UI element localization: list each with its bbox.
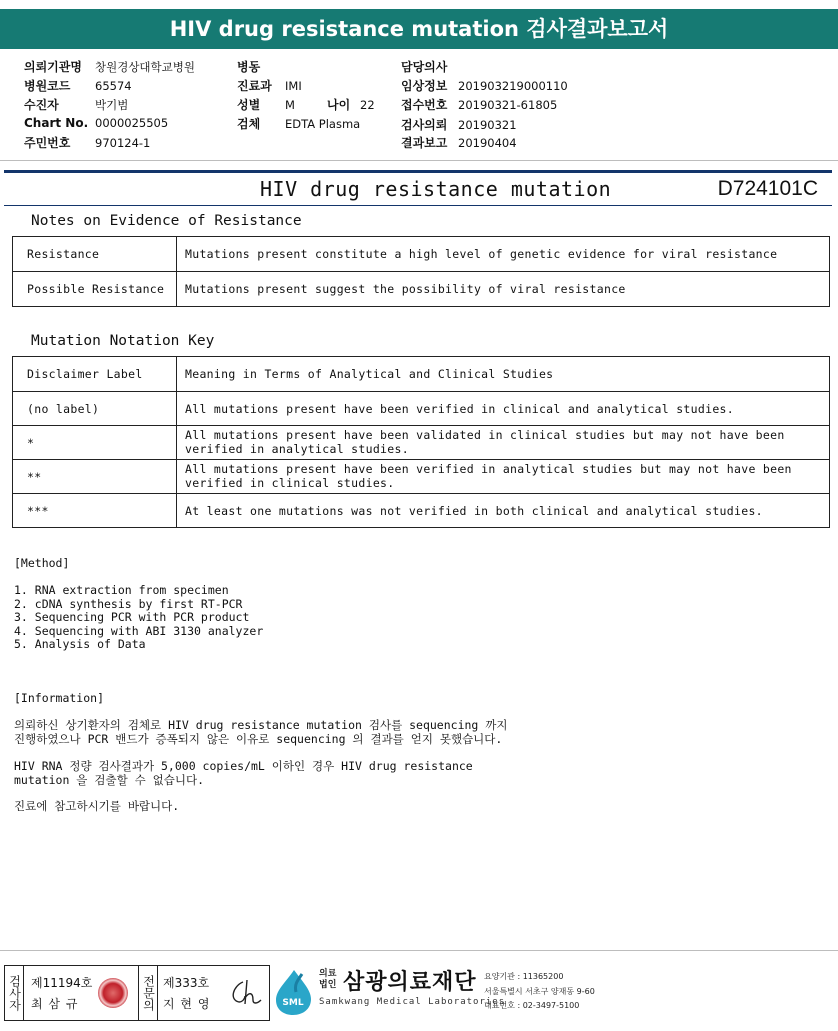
table-row (13, 272, 830, 307)
info-specimen: 검체 EDTA Plasma (237, 117, 361, 131)
report-title: HIV drug resistance mutation (260, 177, 612, 201)
info-doctor: 담당의사 (401, 60, 448, 74)
footer-divider (0, 950, 838, 951)
notation-header-label: Disclaimer Label (13, 357, 177, 392)
inspector-name: 최 삼 규 (31, 997, 79, 1011)
divider (4, 170, 832, 173)
approver-license-no: 제333호 (163, 976, 210, 990)
evidence-label: Possible Resistance (13, 272, 177, 307)
sml-logo-icon (272, 968, 314, 1016)
method-item: 1. RNA extraction from specimen (14, 583, 229, 597)
logo-text: SML (282, 998, 304, 1008)
org-type: 의료 법인 (319, 969, 337, 990)
notation-text: At least one mutations was not verified in both clinical and analytical studies. (177, 494, 830, 528)
org-code: 요양기관 : 11365200 (484, 972, 564, 981)
information-title: [Information] (14, 691, 105, 705)
info-institution: 의뢰기관명 창원경상대학교병원 (24, 60, 195, 74)
org-english-name: Samkwang Medical Laboratories (319, 997, 506, 1007)
evidence-text: Mutations present suggest the possibility of viral resistance (177, 272, 830, 307)
info-request-date: 검사의뢰 20190321 (401, 118, 517, 132)
org-address: 서울특별시 서초구 양재동 9-60 (484, 987, 595, 996)
notation-text: All mutations present have been validated in clinical studies but may not have been verified in analytical studies. (177, 426, 830, 460)
signature-image (225, 976, 265, 1010)
inspector-license-no: 제11194호 (31, 976, 93, 990)
official-seal (98, 978, 128, 1008)
report-code: D724101C (717, 177, 818, 200)
information-line: 진료에 참고하시기를 바랍니다. (14, 799, 180, 813)
notation-header-text: Meaning in Terms of Analytical and Clinical Studies (177, 357, 830, 392)
divider (4, 205, 832, 206)
table-row (13, 460, 830, 494)
info-resident-no: 주민번호 970124-1 (24, 136, 151, 150)
info-age: 나이 22 (327, 98, 375, 112)
method-item: 5. Analysis of Data (14, 637, 146, 651)
info-department: 진료과 IMI (237, 79, 302, 93)
information-line: mutation 을 검출할 수 없습니다. (14, 773, 204, 787)
table-row (13, 237, 830, 272)
notation-section-title: Mutation Notation Key (31, 333, 215, 349)
notation-label: ** (13, 460, 177, 494)
evidence-table (12, 236, 830, 307)
org-phone: 대표번호 : 02-3497-5100 (484, 1001, 580, 1010)
method-item: 2. cDNA synthesis by first RT-PCR (14, 596, 243, 611)
method-item: 4. Sequencing with ABI 3130 analyzer (14, 623, 264, 638)
approver-label: 전문의 (138, 966, 158, 1020)
notation-label: (no label) (13, 392, 177, 426)
info-clinical: 임상정보 201903219000110 (401, 79, 568, 93)
method-item: 3. Sequencing PCR with PCR product (14, 610, 250, 624)
evidence-text: Mutations present constitute a high level of genetic evidence for viral resistance (177, 237, 830, 272)
method-title: [Method] (14, 556, 70, 570)
table-row (13, 494, 830, 528)
table-row (13, 392, 830, 426)
table-header-row (13, 357, 830, 392)
inspector-label: 검사자 (5, 966, 24, 1020)
info-sex: 성별 M (237, 98, 295, 112)
evidence-section-title: Notes on Evidence of Resistance (31, 213, 302, 229)
approver-name: 지 현 영 (163, 997, 211, 1011)
information-line: 의뢰하신 상기환자의 검체로 HIV drug resistance mutation 검사를 sequencing 까지 (14, 718, 508, 732)
org-name: 삼광의료재단 (343, 970, 477, 995)
notation-label: * (13, 426, 177, 460)
info-ward: 병동 (237, 60, 261, 74)
info-report-date: 결과보고 20190404 (401, 136, 517, 150)
notation-table (12, 356, 830, 528)
info-chart-no: Chart No. 0000025505 (24, 116, 169, 130)
divider (0, 160, 838, 161)
notation-text: All mutations present have been verified in analytical studies but may not have been verified in clinical studies. (177, 460, 830, 494)
notation-label: *** (13, 494, 177, 528)
signature-box (4, 965, 270, 1021)
report-banner-title: HIV drug resistance mutation 검사결과보고서 (0, 9, 838, 49)
info-hospital-code: 병원코드 65574 (24, 79, 132, 93)
evidence-label: Resistance (13, 237, 177, 272)
info-patient-name: 수진자 박기범 (24, 98, 129, 112)
information-line: HIV RNA 정량 검사결과가 5,000 copies/mL 이하인 경우 HIV drug resistance (14, 759, 473, 773)
notation-text: All mutations present have been verified in clinical and analytical studies. (177, 392, 830, 426)
table-row (13, 426, 830, 460)
info-receipt-no: 접수번호 20190321-61805 (401, 98, 558, 112)
information-line: 진행하였으나 PCR 밴드가 증폭되지 않은 이유로 sequencing 의 결과를 얻지 못했습니다. (14, 732, 503, 746)
